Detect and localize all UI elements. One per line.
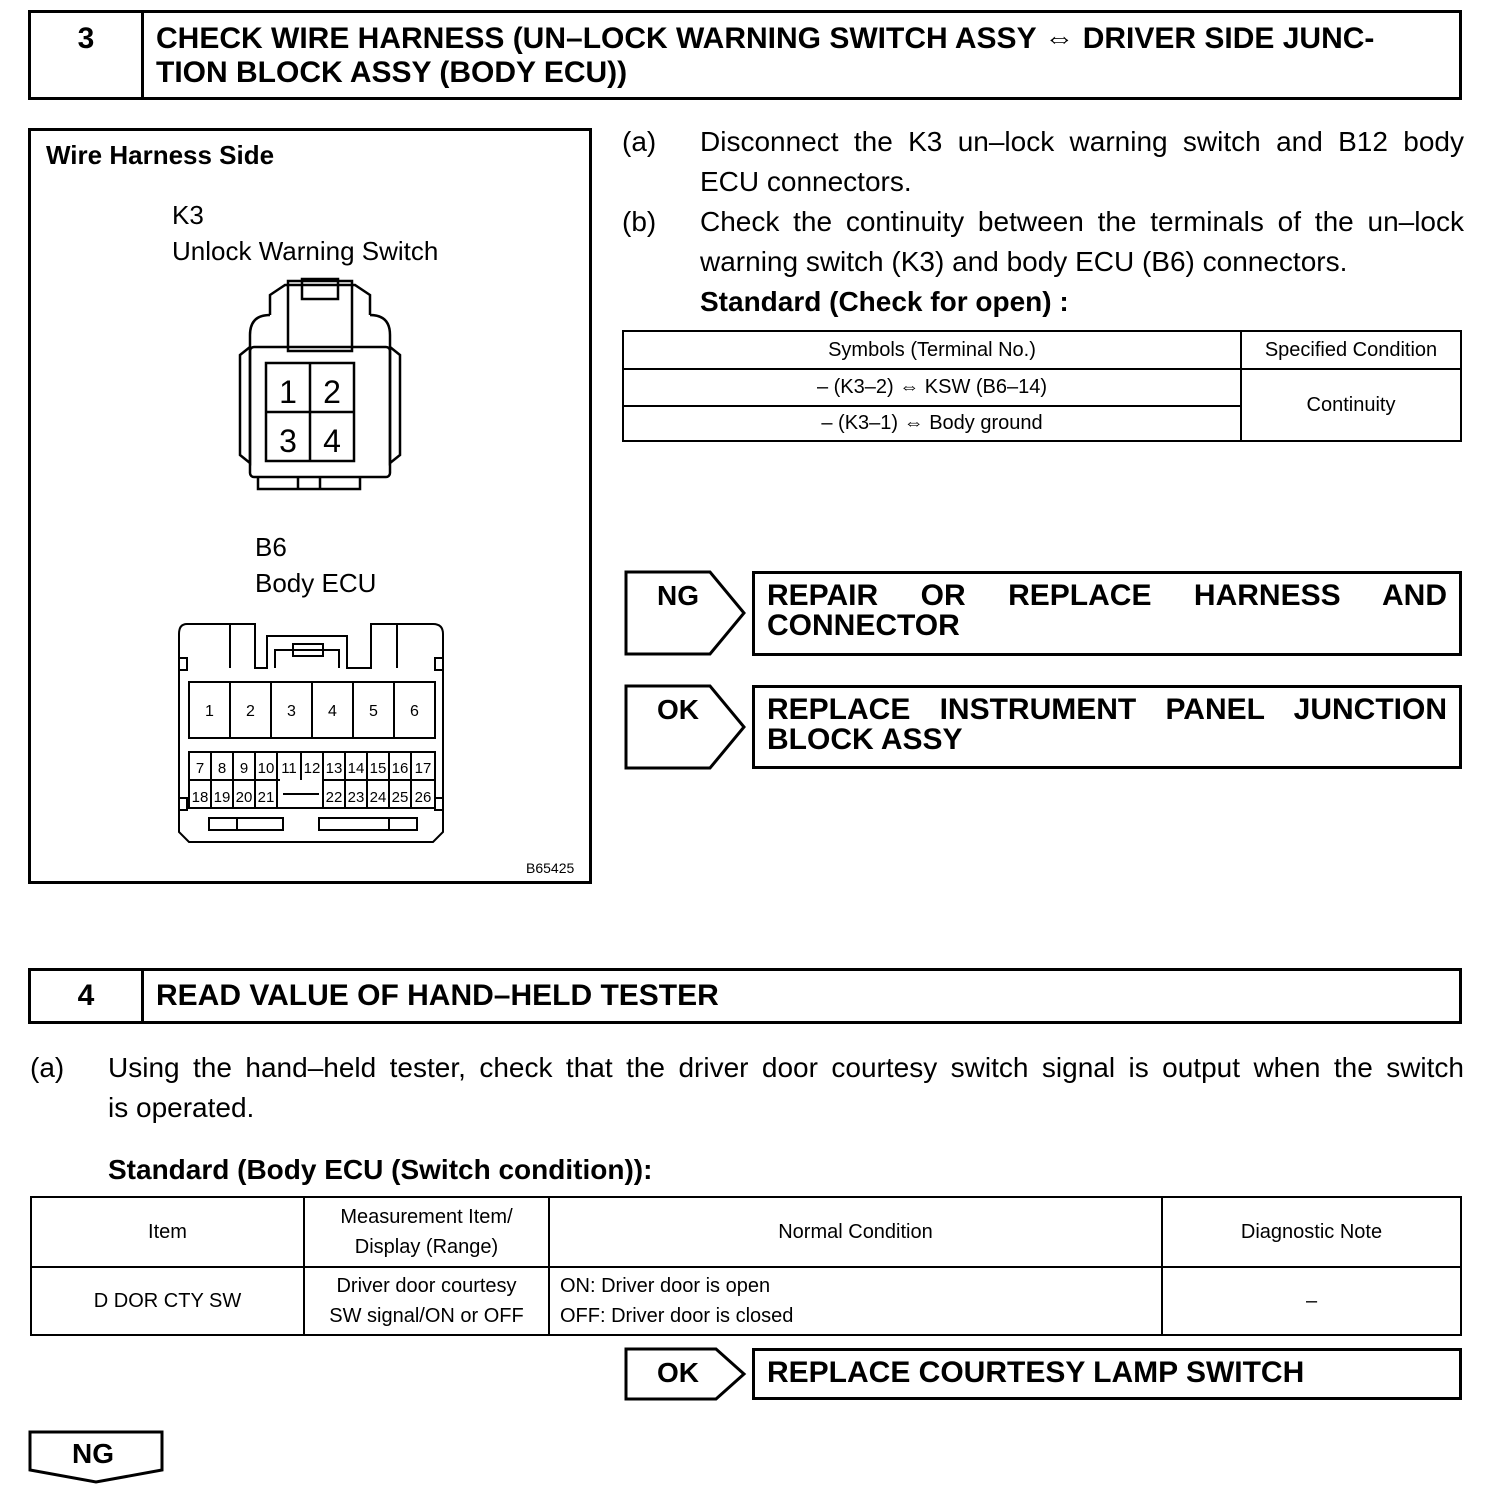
b6-pin-13: 13 xyxy=(325,760,343,777)
step3-a-line2: ECU connectors. xyxy=(700,166,912,197)
step3-title-line2: TION BLOCK ASSY (BODY ECU)) xyxy=(156,56,628,89)
step3-a-line1: Disconnect the K3 un–lock warning switch and B12 body xyxy=(700,126,1464,157)
step4-table-header-diagnostic: Diagnostic Note xyxy=(1162,1197,1461,1267)
step3-ok-action-line2: BLOCK ASSY xyxy=(767,723,963,756)
k3-pin-2: 2 xyxy=(323,374,341,410)
step3-title-line1: CHECK WIRE HARNESS (UN–LOCK WARNING SWITCH ASSY ⇔ DRIVER SIDE JUNC- xyxy=(156,22,1375,55)
step4-ok-tag: OK xyxy=(657,1357,699,1388)
b6-pin-20: 20 xyxy=(235,789,253,806)
step4-a-line1: Using the hand–held tester, check that the driver door courtesy switch signal is output when the switch xyxy=(108,1052,1464,1083)
step3-b-line2: warning switch (K3) and body ECU (B6) connectors. xyxy=(700,246,1348,277)
step3-b-label: (b) xyxy=(622,206,657,237)
b6-pin-1: 1 xyxy=(205,703,214,720)
step4-a-line2: is operated. xyxy=(108,1092,255,1123)
k3-connector-drawing xyxy=(230,275,410,500)
figure-heading: Wire Harness Side xyxy=(46,140,275,170)
b6-pin-14: 14 xyxy=(347,760,365,777)
b6-pin-15: 15 xyxy=(369,760,387,777)
step4-title: READ VALUE OF HAND–HELD TESTER xyxy=(156,979,719,1012)
b6-pin-22: 22 xyxy=(325,789,343,806)
step4-table-measurement-line2: SW signal/ON or OFF xyxy=(329,1305,524,1327)
step3-table xyxy=(622,330,1462,442)
step3-ok-action-line1: REPLACE INSTRUMENT PANEL JUNCTION xyxy=(767,693,1447,726)
b6-connector-drawing xyxy=(175,618,450,848)
b6-pin-16: 16 xyxy=(391,760,409,777)
step4-table-normal-line2: OFF: Driver door is closed xyxy=(560,1305,794,1327)
k3-code: K3 xyxy=(172,200,204,230)
step4-table-header-normal: Normal Condition xyxy=(549,1197,1162,1267)
step4-table-header-item: Item xyxy=(31,1197,304,1267)
b6-pin-4: 4 xyxy=(328,703,337,720)
b6-pin-6: 6 xyxy=(410,703,419,720)
step4-number: 4 xyxy=(77,979,95,1012)
b6-pin-17: 17 xyxy=(414,760,432,777)
b6-pin-3: 3 xyxy=(287,703,296,720)
k3-pin-4: 4 xyxy=(323,423,341,459)
step4-table xyxy=(30,1196,1462,1336)
step3-table-header-condition: Specified Condition xyxy=(1241,331,1461,369)
step4-table-header-measurement xyxy=(304,1197,549,1267)
step3-ng-action-line1: REPAIR OR REPLACE HARNESS AND xyxy=(767,579,1447,612)
step3-a-label: (a) xyxy=(622,126,657,157)
step3-header-divider xyxy=(141,10,144,100)
b6-pin-23: 23 xyxy=(347,789,365,806)
step4-table-measurement-line1: Driver door courtesy xyxy=(336,1275,517,1297)
b6-pin-11: 11 xyxy=(281,760,297,777)
k3-pin-3: 3 xyxy=(279,423,297,459)
step3-table-header-symbols: Symbols (Terminal No.) xyxy=(623,331,1241,369)
step4-header-divider xyxy=(141,968,144,1024)
b6-pin-10: 10 xyxy=(257,760,275,777)
step3-table-condition: Continuity xyxy=(1241,369,1461,441)
figure-id: B65425 xyxy=(526,860,575,876)
step3-ng-action-line2: CONNECTOR xyxy=(767,609,960,642)
step3-standard-label: Standard (Check for open) : xyxy=(700,286,1069,317)
step4-table-header-measurement-line1: Measurement Item/ xyxy=(340,1206,513,1228)
step4-table-header-measurement-line2: Display (Range) xyxy=(354,1236,499,1258)
step4-table-normal xyxy=(549,1267,1162,1335)
b6-pin-2: 2 xyxy=(246,703,255,720)
step3-table-row2: – (K3–1) ⇔ Body ground xyxy=(623,406,1241,441)
step4-ng-tag: NG xyxy=(72,1438,114,1469)
step4-ok-action: REPLACE COURTESY LAMP SWITCH xyxy=(767,1356,1305,1389)
step3-table-row1: – (K3–2) ⇔ KSW (B6–14) xyxy=(623,369,1241,406)
b6-pin-9: 9 xyxy=(239,760,249,777)
b6-pin-12: 12 xyxy=(303,760,321,777)
b6-pin-24: 24 xyxy=(369,789,387,806)
b6-pin-21: 21 xyxy=(257,789,275,806)
step3-ng-tag: NG xyxy=(657,580,699,611)
b6-pin-26: 26 xyxy=(414,789,432,806)
b6-pin-25: 25 xyxy=(391,789,409,806)
b6-pin-8: 8 xyxy=(217,760,227,777)
b6-pin-7: 7 xyxy=(195,760,205,777)
step3-number: 3 xyxy=(77,22,95,55)
b6-name: Body ECU xyxy=(255,568,377,598)
k3-pin-1: 1 xyxy=(279,374,297,410)
k3-name: Unlock Warning Switch xyxy=(172,236,439,266)
step4-table-item: D DOR CTY SW xyxy=(31,1267,304,1335)
step4-a-label: (a) xyxy=(30,1052,65,1083)
step4-table-measurement xyxy=(304,1267,549,1335)
step4-table-normal-line1: ON: Driver door is open xyxy=(560,1275,771,1297)
step3-b-line1: Check the continuity between the terminals of the un–lock xyxy=(700,206,1464,237)
step4-table-diagnostic: – xyxy=(1162,1267,1461,1335)
b6-pin-5: 5 xyxy=(369,703,378,720)
step4-standard-label: Standard (Body ECU (Switch condition)): xyxy=(108,1154,653,1185)
step3-ok-tag: OK xyxy=(657,694,699,725)
b6-pin-18: 18 xyxy=(191,789,209,806)
b6-pin-19: 19 xyxy=(213,789,231,806)
b6-code: B6 xyxy=(255,532,287,562)
